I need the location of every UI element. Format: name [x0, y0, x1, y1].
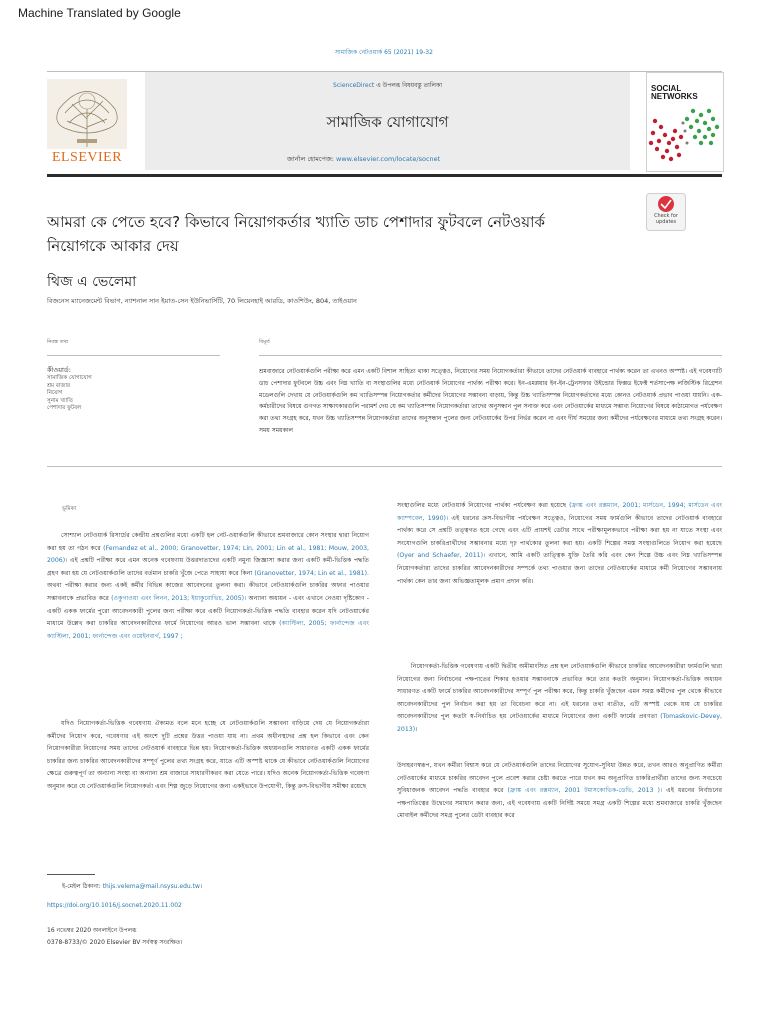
keywords-list [47, 375, 92, 413]
doi-link[interactable]: https://doi.org/10.1016/j.socnet.2020.11.002 [47, 902, 182, 909]
sciencedirect-link[interactable]: ScienceDirect [333, 82, 375, 89]
citation-link[interactable]: (Tomaskovic-Devey, 2013)। [397, 713, 723, 733]
right-paragraph-3 [397, 760, 722, 823]
introduction-heading: ভূমিকা [62, 506, 77, 512]
keyword-item: নিয়োগ [47, 390, 63, 396]
footnote-rule [47, 874, 95, 875]
cover-title: SOCIAL NETWORKS [651, 84, 698, 101]
left-paragraph-2: যদিও নিয়োগকর্তা-ভিত্তিক গবেষণায় ঐক্যমত বলে মনে হচ্ছে যে নেটওয়ার্কগুলি সম্ভাবনা বাড়িয়ে দেয় যে নিয়োগকর্তারা কর্মীদের নিয়োগ করে, গবেষণার এই অংশে দুটি প্রশ্নের উত্তর পাওয়া যায় না। প্রথম অধীনস্থদের প্রশ্ন হল কিভাবে এবং কেন নিয়োগকারীরা নিয়োগের সময় তাদের নেটওয়ার্ক ব্যবহারে ভিন্ন হয়। নিয়োগকর্তা-ভিত্তিক অধ্যয়নগুলি সাধারণত একটি একক ফার্মের চাকরির জন্য চাকরির আবেদনকারীদের সম্পূর্ণ পুলের তথ্য সংগ্রহ করে, যাতে এটি অস্পষ্ট থাকে যে কীভাবে নেটওয়ার্কগুলি নিয়োগের ক্ষেত্রে গুরুত্বপূর্ণ তা অন্যান্য সংস্থা বা অন্যান্য শ্রম বাজারে সাধারণীকরণ করা যেতে পারে। যদিও অনেক নিয়োগকর্তা-ভিত্তিক গবেষণা অনুমান করে যে নেটওয়ার্কগুলি নিয়োগকর্তা এবং শিল্প জুড়ে নিয়োগের জন্য একইভাবে উপযোগী, কিন্তু ক্রস-বিভাগীয় সমীক্ষা রয়েছে [47, 720, 369, 790]
right-p1-text-b: এই ধরনের ক্রস-বিভাগীয় পর্যবেক্ষণ সত্ত্বেও, নিয়োগের সময় ফার্মগুলি কীভাবে তাদের নেটওয়ার্ক ব্যবহারে পার্থক্য করে সে প্রশ্নটি তত্ত্বগত হয়ে গেছে এবং এটি প্রায়শই ডেটার সাথে পরীক্ষামূলকভাবে পরীক্ষা করা হয় না যাতে সংস্থা এবং সংযোগগুলি চাকরিপ্রার্থীদের সম্ভাবনার মধ্যে দৃঢ় পার্থক্যের তুলনা করা হয়। একটি শিল্পের সমস্ত সংস্থাগুলিতে নিয়োগ করা হয়েছে [397, 514, 722, 547]
citation-link[interactable]: (Granovetter, 1974; Lin et al., 1981). [254, 569, 369, 577]
keywords-heading: কীওয়ার্ড: [47, 366, 71, 374]
article-info-label: নিবন্ধ তথ্য [47, 339, 69, 345]
author-name[interactable]: থিজ এ ভেলেমা [47, 274, 137, 290]
right-paragraph-1 [397, 500, 722, 588]
citation-link[interactable]: (ফ্রাঙ্ক এবং রক্সম্যান, 2001 টমাসকোভিক-ডেভি, 2013 )। [507, 787, 663, 795]
keyword-item: সামাজিক যোগাযোগ [47, 375, 92, 381]
contents-lists-line [145, 80, 630, 91]
article-title: আমরা কে পেতে হবে? কিভাবে নিয়োগকর্তার খ্যাতি ডাচ পেশাদার ফুটবলে নেটওয়ার্ক নিয়োগকে আকার দেয় [47, 213, 545, 255]
email-footnote [62, 881, 202, 892]
right-p2-text: নিয়োগকর্তা-ভিত্তিক গবেষণায় একটি দ্বিতীয় অমীমাংসিত প্রশ্ন হল নেটওয়ার্কগুলি কীভাবে চাকরির আবেদনকারীরা ফার্মগুলি দ্বারা নিয়োগের জন্য নির্বাচনের পক্ষপাতের শিকার হওয়ার সম্ভাবনাকে প্রভাবিত করে তার কতটা অনুমান। নিয়োগকর্তা-ভিত্তিক অধ্যয়ন সাধারণত একটি ফার্মে চাকরির আবেদনকারীদের সম্পূর্ণ পুল পরীক্ষা করে, কিন্তু চাকরি খুঁজছেন এমন সমস্ত কর্মীদের পুল থেকে কীভাবে আবেদনকারীদের পুল নির্বাচন করা হয় তা বিবেচনা করে না। এই ধরনের তথ্য ব্যতীত, এটি অস্পষ্ট থেকে যায় যে চাকরির আবেদনকারীদের পুল কতটা স্ব-নির্বাচিত হয় নেটওয়ার্কের মাধ্যমে নিয়োগের জন্য একটি ফার্মের প্রবণতা [397, 663, 722, 721]
publisher-wordmark: ELSEVIER [51, 150, 123, 165]
citation-link[interactable]: (ওকুগাওয়া এবং লিনন, 2013; ইয়াকুবোভিচ, 2005)। [111, 594, 247, 602]
citation-link[interactable]: (ফ্রাঙ্ক এবং রক্সম্যান, 2001; মার্সডেন, 1994; মার্সডেন এবং ক্যাম্পবেল, 1990)। [397, 502, 722, 522]
right-paragraph-2 [397, 661, 722, 737]
citation-link[interactable]: (Fernandez et al., 2000; Granovetter, 1974; Lin, 2001; Lin et al., 1981; Mouw, 2003, 2006)। [47, 544, 369, 565]
left-paragraph-1 [47, 530, 369, 643]
check-updates-label: Check for updates [654, 213, 678, 225]
journal-citation[interactable]: সামাজিক নেটওয়ার্ক 65 (2021) 19-32 [335, 49, 433, 56]
right-p3-text-b: এই ধরনের নির্বাচনের পক্ষপাতিত্বের উদ্বেগের সমাধান করার জন্য, এই গবেষণায় একটি নির্দিষ্ট সময়ে সমগ্র একটি শিল্পের মধ্যে শ্রমবাজারে চাকরি খুঁজছেন মোবাইল কর্মীদের সমগ্র পুলের ডেটা ব্যবহার করে [397, 787, 723, 820]
keyword-item: শ্রম বাজার [47, 382, 70, 389]
author-affiliation: বিজনেস ম্যানেজমেন্ট বিভাগ, ন্যাশনাল সান ইয়াত-সেন ইউনিভার্সিটি, 70 লিয়েনহাই আরডি, কাওশিউং, 804, তাইওয়ান [47, 297, 357, 305]
abstract-text: শ্রমবাজারে নেটওয়ার্কগুলি পরীক্ষা করে এমন একটি বিশাল সাহিত্য থাকা সত্ত্বেও, নিয়োগের সময় নিয়োগকর্তারা কীভাবে তাদের নেটওয়ার্ক ব্যবহারে পার্থক্য করেন তা এখনও অস্পষ্ট। এই গবেষণাটি ডাচ পেশাদার ফুটবলে উচ্চ এবং নিম্ন খ্যাতি বা সংস্থাগুলির মধ্যে নেটওয়ার্ক নিয়োগের পার্থক্য পরীক্ষা করে। ইন-এমপ্লয়ার ইন-ইন-ট্রেনসফার উইন্ডোর ফিক্সড ইফেক্ট শর্তসাপেক্ষ লজিস্টিক রিগ্রেশন মডেলগুলি দেখায় যে নেটওয়ার্কগুলি কম খ্যাতিসম্পন্ন নিয়োগকর্তার কর্মীদের নিয়োগের সম্ভাবনা বাড়ায়, কিন্তু উচ্চ খ্যাতিসম্পন্ন নিয়োগকর্তাদের মধ্যে কোনও নেটওয়ার্ক প্রভাব পাওয়া যায়নি। এক-কর্মচারীদের বিষয়ে গুণগত সাক্ষাৎকারগুলি পরামর্শ দেয় যে কম খ্যাতিসম্পন্ন নিয়োগকর্তারা তাদের অনুসন্ধান পুল সনাক্ত করে এবং নেটওয়ার্কের মাধ্যমে সম্ভাব্য নিয়োগের বিষয়ে কাঠামোগত পর্যবেক্ষণ করা তথ্য সংগ্রহ করে, যখন উচ্চ খ্যাতিসম্পন্ন নিয়োগকর্তারা তাদের অনুসন্ধান পুলের জন্য নেটওয়ার্কের উপর নির্ভর করেন না এবং দীর্ঘ সময়ের জন্য কর্মীদের পর্যবেক্ষণের মাধ্যমে তথ্য সংগ্রহ করেন। সময় সময়কাল [259, 368, 723, 434]
info-rule [47, 355, 220, 356]
homepage-label: জার্নাল হোমপেজ: [287, 155, 334, 163]
abstract-bottom-rule [47, 466, 722, 467]
left-p1-text-b: এই প্রশ্নটি পরীক্ষা করে এমন অনেক গবেষণায় উত্তরদাতাদের একটি নমুনা জিজ্ঞাসা করার জন্য একটি কর্মী-ভিত্তিক পদ্ধতি গ্রহণ করা হয় যে নেটওয়ার্কগুলি তাদের বর্তমান চাকরি খুঁজে পেতে সাহায্য করে কিনা [47, 557, 369, 577]
header-divider [47, 174, 722, 177]
contents-lists-text: এ উপলব্ধ বিষয়বস্তু তালিকা [376, 82, 442, 89]
email-label: ই-মেইল ঠিকানা: [62, 883, 101, 890]
right-p3-text: উদাহরণস্বরূপ, যখন কর্মীরা বিশ্বাস করে যে নেটওয়ার্কগুলি তাদের নিয়োগের সুযোগ-সুবিধা উন্নত করে, তখন আরও অনুপ্রাণিত কর্মীরা নেটওয়ার্কের মাধ্যমে চাকরির আবেদন পুলে প্রবেশ করার চেষ্টা করতে পারে যখন কম অনুপ্রাণিত চাকরিপ্রার্থীরা তাদের জন্য সবচেয়ে সুবিধাজনক আবেদন পদ্ধতি ব্যবহার করে [397, 762, 722, 795]
abstract-label: বিমূর্ত [259, 339, 270, 345]
homepage-link[interactable]: www.elsevier.com/locate/socnet [336, 155, 441, 163]
journal-homepage-line [287, 154, 440, 165]
machine-translation-banner: Machine Translated by Google [18, 6, 181, 20]
right-p1-text-c: এখানে, আমি একটি তাত্ত্বিক যুক্তি তৈরি করি এবং কেন শিল্পে উচ্চ এবং নিম্ন খ্যাতিসম্পন্ন নিয়োগকর্তারা তাদের চাকরির আবেদনকারীদের সম্পর্কে তথ্য পাওয়ার জন্য তাদের নেটওয়ার্কের মাধ্যমে কর্মী নিয়োগের সম্ভাবনায় পার্থক্য কেন তার জন্য অভিজ্ঞতামূলক প্রমাণ প্রদান করি। [397, 552, 722, 585]
abstract-rule [259, 355, 722, 356]
cover-network-graphic [647, 101, 723, 171]
keyword-item: সুনাম খ্যাতি [47, 397, 73, 404]
received-date: 16 নভেম্বর 2020 অনলাইনে উপলব্ধ [47, 927, 137, 934]
journal-title: সামাজিক যোগাযোগ [326, 113, 449, 131]
left-p1-text: সোশ্যাল নেটওয়ার্ক রিসার্চের কেন্দ্রীয় প্রশ্নগুলির মধ্যে একটি হল নেট-ওয়ার্কগুলি কীভাবে শ্রমবাজারে কোন সংস্থার দ্বারা নিয়োগ করা হয় তা গঠন করে [47, 532, 369, 552]
left-p1-text-d: অন্যান্য অধ্যয়ন - এবং এখানে নেওয়া দৃষ্টিকোণ - একটি একক ফার্মের পুরো আবেদনকারী পুলের জন্য পরীক্ষা করে একটি নিয়োগকর্তা-ভিত্তিক পদ্ধতি ব্যবহার করেন যদি নেটওয়ার্কের মাধ্যমে উল্লেখ করা চাকরির আবেদনকারীদের ফার্মে নিয়োগের আরও ভাল সম্ভাবনা থাকে [47, 594, 370, 628]
copyright-line: 0378-8733/© 2020 Elsevier BV সর্বস্বত্ব সংরক্ষিত। [47, 939, 183, 946]
left-p1-text-c: অথবা পরীক্ষা করার জন্য একই কর্মীর বিভিন্ন কাজের আবেদনের তুলনা করা। কীভাবে নেটওয়ার্কগুলি চাকরির অফার পাওয়ার সম্ভাবনাকে প্রভাবিত করে [47, 582, 369, 602]
journal-cover-image[interactable] [646, 72, 724, 172]
citation-link[interactable]: (ক্যাস্টিলা, 2005; ফার্নান্দেজ এবং ক্যাস্টিলা, 2001; ফার্নান্দেজ এবং ওয়েইনবার্গ, 1997 ; [47, 620, 369, 640]
check-updates-icon [646, 193, 686, 231]
doi-line [47, 902, 182, 909]
right-p1-text: সংস্থাগুলির মধ্যে নেটওয়ার্ক নিয়োগের পার্থক্য পর্যবেক্ষণ করা হয়েছে [397, 502, 567, 509]
check-for-updates-button[interactable] [646, 193, 686, 231]
citation-link[interactable]: (Oyer and Schaefer, 2011)। [397, 552, 486, 560]
email-link[interactable]: thijs.velema@mail.nsysu.edu.tw। [102, 883, 203, 890]
keyword-item: পেশাদার ফুটবল [47, 405, 82, 411]
